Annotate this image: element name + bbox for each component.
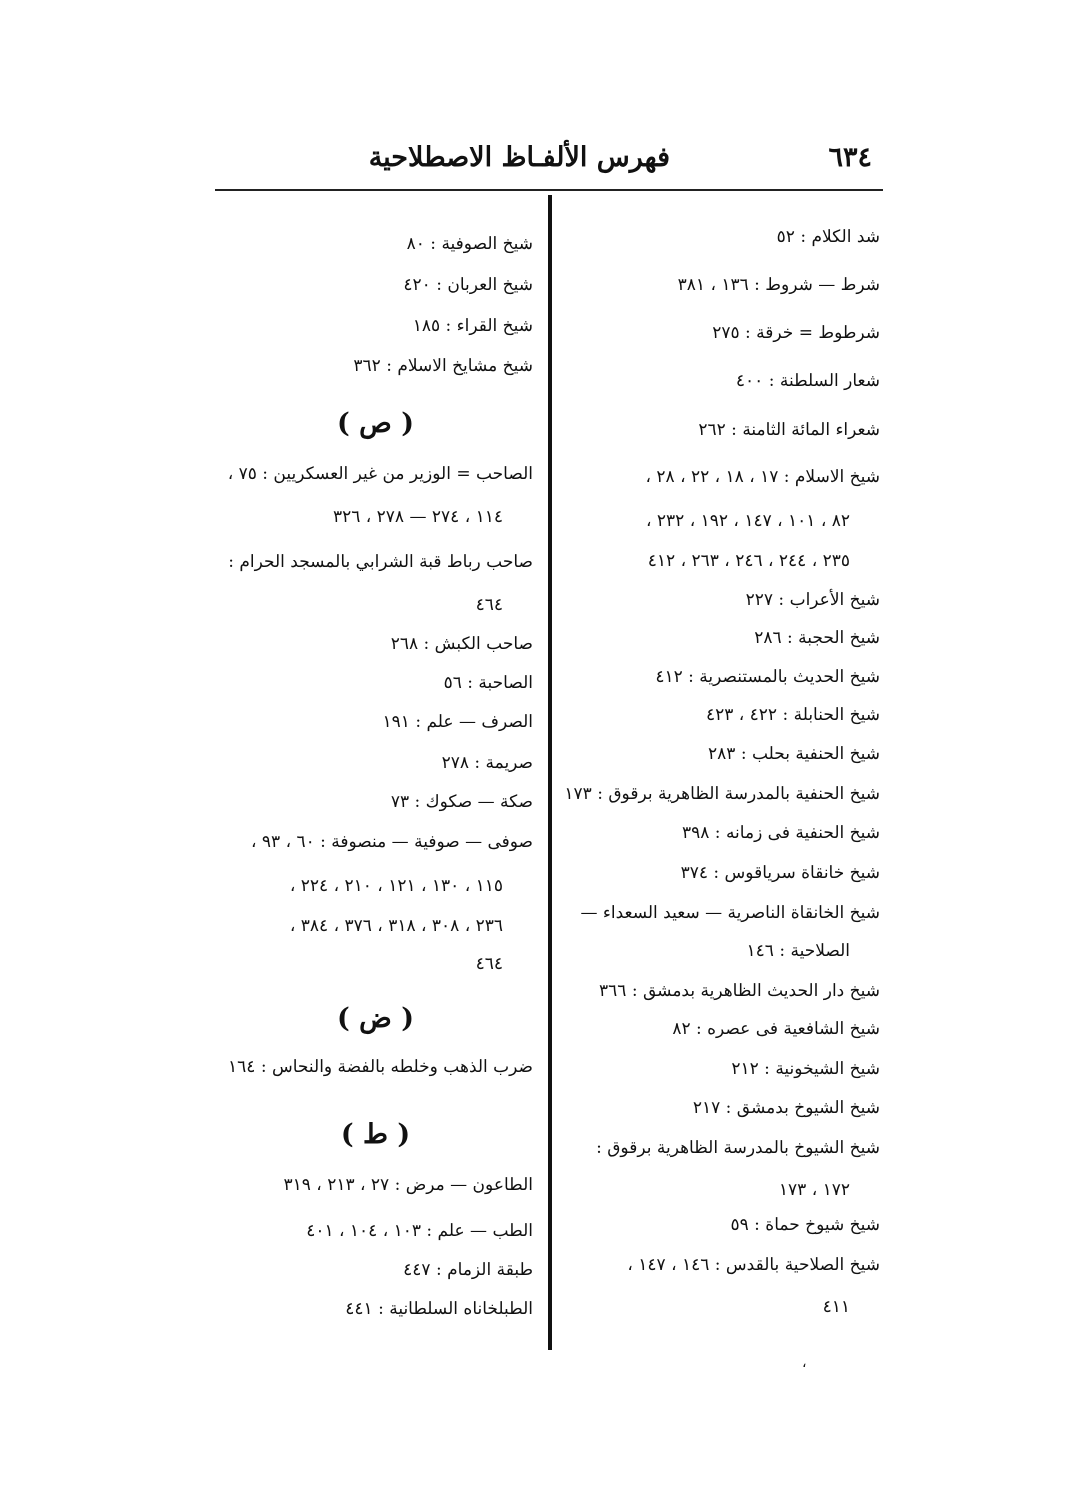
- index-entry-continuation: ٨٢ ، ١٠١ ، ١٤٧ ، ١٩٢ ، ٢٣٢ ،: [646, 511, 850, 531]
- index-entry: شرط — شروط : ١٣٦ ، ٣٨١: [677, 275, 880, 295]
- index-entry: شيخ شيوخ حماة : ٥٩: [730, 1215, 880, 1235]
- index-entry: شيخ الشيوخ بالمدرسة الظاهرية برقوق :: [596, 1138, 880, 1158]
- index-entry: ضرب الذهب وخلطه بالفضة والنحاس : ١٦٤: [228, 1057, 533, 1077]
- index-entry: صاحب رباط قبة الشرابي بالمسجد الحرام :: [228, 552, 533, 572]
- index-entry: شد الكلام : ٥٢: [776, 227, 880, 247]
- page-number: ٦٣٤: [828, 142, 872, 173]
- index-entry: شيخ الأعراب : ٢٢٧: [745, 590, 880, 610]
- index-entry: الطاعون — مرض : ٢٧ ، ٢١٣ ، ٣١٩: [283, 1175, 533, 1195]
- index-entry-continuation: ٢٣٦ ، ٣٠٨ ، ٣١٨ ، ٣٧٦ ، ٣٨٤ ،: [289, 916, 503, 936]
- index-entry: صاحب الكبش : ٢٦٨: [390, 634, 533, 654]
- index-entry: الصرف — علم : ١٩١: [382, 712, 533, 732]
- index-entry-continuation: الصلاحية : ١٤٦: [746, 941, 850, 961]
- index-entry: شيخ العربان : ٤٢٠: [403, 275, 533, 295]
- index-entry: شيخ الشيخونية : ٢١٢: [731, 1059, 880, 1079]
- index-entry-continuation: ٤٦٤: [475, 954, 503, 974]
- index-entry: شيخ الحنفية بالمدرسة الظاهرية برقوق : ١٧٣: [564, 784, 880, 804]
- index-entry: شيخ القراء : ١٨٥: [412, 316, 533, 336]
- index-entry: شيخ الصلاحية بالقدس : ١٤٦ ، ١٤٧ ،: [627, 1255, 880, 1275]
- index-entry: شيخ الحنفية فى زمانه : ٣٩٨: [682, 823, 880, 843]
- index-entry: شيخ الحديث بالمستنصرية : ٤١٢: [655, 667, 880, 687]
- index-entry: طبقة الزمام : ٤٤٧: [403, 1260, 533, 1280]
- index-entry: صوفى — صوفية — منصوفة : ٦٠ ، ٩٣ ،: [251, 832, 533, 852]
- section-heading: ( ض ): [337, 1003, 414, 1034]
- index-entry: شيخ الشافعية فى عصره : ٨٢: [672, 1019, 880, 1039]
- index-entry-continuation: ٤١١: [822, 1297, 850, 1317]
- page-header: [215, 140, 880, 190]
- index-entry: الصاحبة : ٥٦: [443, 673, 533, 693]
- index-entry: شيخ الحنابلة : ٤٢٢ ، ٤٢٣: [705, 705, 880, 725]
- index-entry: الطب — علم : ١٠٣ ، ١٠٤ ، ٤٠١: [306, 1221, 533, 1241]
- index-entry-continuation: ٢٣٥ ، ٢٤٤ ، ٢٤٦ ، ٢٦٣ ، ٤١٢: [647, 551, 850, 571]
- index-entry: شيخ الشيوخ بدمشق : ٢١٧: [692, 1098, 880, 1118]
- page-title: فهرس الألفـاظ الاصطلاحية: [368, 142, 670, 173]
- index-entry: الطبلخاناه السلطانية : ٤٤١: [345, 1299, 533, 1319]
- index-entry: شيخ الحنفية بحلب : ٢٨٣: [708, 744, 880, 764]
- index-entry: شيخ خانقاة سرياقوس : ٣٧٤: [680, 863, 880, 883]
- index-entry: شيخ الخانقاة الناصرية — سعيد السعداء —: [580, 903, 880, 923]
- index-entry-continuation: ٤٦٤: [475, 595, 503, 615]
- index-entry: شيخ مشايخ الاسلام : ٣٦٢: [353, 356, 533, 376]
- index-entry: شيخ الصوفية : ٨٠: [406, 234, 533, 254]
- index-entry-continuation: ١٧٢ ، ١٧٣: [778, 1180, 850, 1200]
- index-entry-continuation: ١١٤ ، ٢٧٤ — ٢٧٨ ، ٣٢٦: [332, 507, 503, 527]
- page-mark: ،: [802, 1355, 807, 1371]
- index-entry: شيخ دار الحديث الظاهرية بدمشق : ٣٦٦: [599, 981, 880, 1001]
- index-entry: شعراء المائة الثامنة : ٢٦٢: [698, 420, 880, 440]
- index-entry: شيخ الحجبة : ٢٨٦: [754, 628, 880, 648]
- index-entry: صريمة : ٢٧٨: [441, 753, 533, 773]
- index-entry: شرطوط = خرقة : ٢٧٥: [712, 323, 880, 343]
- index-entry: شيخ الاسلام : ١٧ ، ١٨ ، ٢٢ ، ٢٨ ،: [645, 467, 880, 487]
- index-entry-continuation: ١١٥ ، ١٣٠ ، ١٢١ ، ٢١٠ ، ٢٢٤ ،: [289, 876, 503, 896]
- section-heading: ( ص ): [337, 408, 414, 439]
- section-heading: ( ط ): [340, 1119, 411, 1150]
- index-entry: شعار السلطنة : ٤٠٠: [735, 371, 880, 391]
- index-entry: صكة — صكوك : ٧٣: [390, 792, 533, 812]
- index-entry: الصاحب = الوزير من غير العسكريين : ٧٥ ،: [227, 464, 533, 484]
- header-rule: [215, 189, 883, 191]
- column-divider: [548, 195, 552, 1350]
